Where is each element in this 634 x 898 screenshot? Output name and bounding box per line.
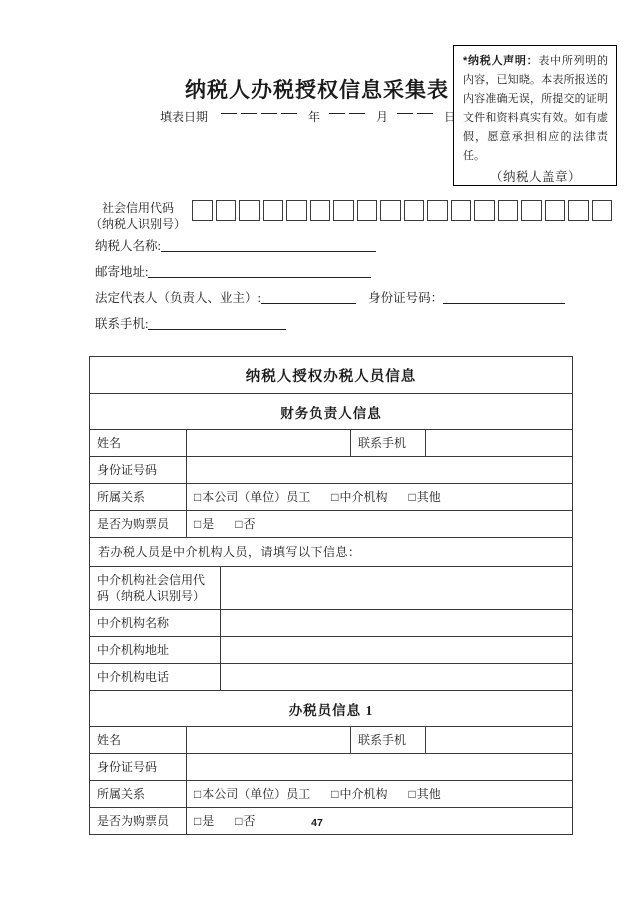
credit-code-box[interactable]	[310, 200, 331, 221]
clerk-mobile-value-cell[interactable]	[425, 727, 572, 753]
checkbox-icon: □	[331, 490, 339, 504]
cfo-mobile-label-cell: 联系手机	[350, 430, 425, 456]
cfo-relation-label-cell: 所属关系	[97, 490, 146, 504]
checkbox-icon: □	[331, 787, 339, 801]
taxpayer-name-input-line[interactable]	[161, 239, 376, 252]
table-main-header: 纳税人授权办税人员信息	[245, 369, 417, 385]
credit-code-box[interactable]	[357, 200, 378, 221]
credit-code-field	[86, 199, 612, 232]
credit-code-box[interactable]	[192, 200, 213, 221]
intermediary-address-label-cell: 中介机构地址	[97, 643, 170, 657]
option-label: 是	[202, 814, 215, 828]
date-blank-segment[interactable]	[281, 113, 297, 114]
legal-rep-input-line[interactable]	[261, 291, 356, 304]
checkbox-icon: □	[194, 517, 202, 531]
checkbox-icon: □	[194, 787, 202, 801]
option-label: 其他	[416, 490, 441, 504]
clerk-relation-option-agency[interactable]	[331, 787, 387, 801]
day-label: 日	[444, 110, 457, 124]
credit-code-box[interactable]	[333, 200, 354, 221]
checkbox-icon: □	[235, 814, 243, 828]
option-label: 否	[243, 517, 256, 531]
credit-code-box[interactable]	[498, 200, 519, 221]
credit-code-label	[86, 199, 190, 232]
intermediary-name-label-cell: 中介机构名称	[97, 616, 170, 630]
cfo-ticket-label-cell: 是否为购票员	[97, 517, 170, 531]
credit-code-box[interactable]	[451, 200, 472, 221]
taxpayer-declaration-box	[453, 45, 617, 186]
checkbox-icon: □	[408, 490, 416, 504]
clerk-name-row	[90, 726, 572, 753]
taxpayer-name-field	[95, 236, 376, 254]
credit-code-box[interactable]	[474, 200, 495, 221]
mobile-field	[95, 314, 286, 332]
credit-code-box[interactable]	[427, 200, 448, 221]
intermediary-address-value-cell[interactable]	[220, 637, 572, 663]
page-number: 47	[311, 817, 323, 829]
mail-address-label: 邮寄地址:	[95, 265, 149, 279]
option-label: 否	[243, 814, 256, 828]
option-label: 其他	[416, 787, 441, 801]
clerk-relation-label-cell: 所属关系	[97, 787, 146, 801]
id-number-input-line[interactable]	[443, 291, 565, 304]
clerk-relation-row	[90, 780, 572, 807]
checkbox-icon: □	[408, 787, 416, 801]
option-label: 本公司（单位）员工	[202, 787, 311, 801]
cfo-mobile-value-cell[interactable]	[425, 430, 572, 456]
credit-code-box[interactable]	[568, 200, 589, 221]
mobile-label: 联系手机:	[95, 317, 149, 331]
cfo-name-row	[90, 429, 572, 456]
clerk-id-value-cell[interactable]	[186, 754, 572, 780]
intermediary-note-row	[90, 537, 572, 566]
clerk-relation-options-cell	[186, 781, 572, 807]
mail-address-field	[95, 262, 371, 280]
checkbox-icon: □	[194, 814, 202, 828]
option-label: 是	[202, 517, 215, 531]
cfo-name-value-cell[interactable]	[186, 430, 350, 456]
intermediary-name-row	[90, 609, 572, 636]
option-label: 中介机构	[339, 787, 388, 801]
month-label: 月	[376, 110, 389, 124]
declaration-text	[463, 55, 608, 162]
credit-code-label-line2: （纳税人识别号）	[89, 217, 186, 231]
cfo-id-label-cell: 身份证号码	[97, 463, 158, 477]
option-label: 中介机构	[339, 490, 388, 504]
clerk-relation-option-company[interactable]	[194, 787, 310, 801]
date-blank-segment[interactable]	[329, 113, 345, 114]
cfo-relation-row	[90, 483, 572, 510]
cfo-ticket-option-yes[interactable]	[194, 517, 214, 531]
intermediary-name-value-cell[interactable]	[220, 610, 572, 636]
checkbox-icon: □	[194, 490, 202, 504]
clerk-id-label-cell: 身份证号码	[97, 760, 158, 774]
cfo-id-row	[90, 456, 572, 483]
fill-date-label: 填表日期	[160, 110, 209, 124]
intermediary-note: 若办税人员是中介机构人员，请填写以下信息：	[98, 545, 361, 559]
day-blank-group	[395, 110, 435, 124]
date-blank-segment[interactable]	[241, 113, 257, 114]
intermediary-address-row	[90, 636, 572, 663]
credit-code-label-line1: 社会信用代码	[101, 201, 174, 215]
date-blank-segment[interactable]	[221, 113, 237, 114]
year-label: 年	[308, 110, 321, 124]
cfo-name-label-cell: 姓名	[97, 436, 122, 450]
intermediary-phone-label-cell: 中介机构电话	[97, 670, 170, 684]
credit-code-box[interactable]	[380, 200, 401, 221]
mobile-input-line[interactable]	[148, 317, 286, 330]
clerk-name-value-cell[interactable]	[186, 727, 350, 753]
declaration-heading: *纳税人声明：	[463, 55, 539, 67]
date-blank-segment[interactable]	[417, 113, 433, 114]
intermediary-code-value-cell[interactable]	[220, 567, 572, 609]
cfo-relation-option-company[interactable]	[194, 490, 310, 504]
credit-code-box[interactable]	[239, 200, 260, 221]
legal-rep-label: 法定代表人（负责人、业主）:	[95, 291, 261, 305]
month-blank-group	[327, 110, 367, 124]
clerk-id-row	[90, 753, 572, 780]
clerk-section-header: 办税员信息 1	[90, 690, 572, 726]
clerk-ticket-label-cell: 是否为购票员	[97, 814, 170, 828]
credit-code-box[interactable]	[404, 200, 425, 221]
credit-code-box[interactable]	[545, 200, 566, 221]
cfo-relation-option-agency[interactable]	[331, 490, 387, 504]
clerk-name-label-cell: 姓名	[97, 733, 122, 747]
clerk-mobile-label-cell: 联系手机	[350, 727, 425, 753]
checkbox-icon: □	[235, 517, 243, 531]
cfo-ticket-row	[90, 510, 572, 537]
declaration-body: 表中所列明的内容，已知晓。本表所报送的内容准确无误，所提交的证明文件和资料真实有效。如有虚假，愿意承担相应的法律责任。	[463, 55, 609, 162]
credit-code-box[interactable]	[592, 200, 613, 221]
intermediary-phone-value-cell[interactable]	[220, 664, 572, 690]
credit-code-box[interactable]	[286, 200, 307, 221]
cfo-ticket-options-cell	[186, 511, 572, 537]
taxpayer-name-label: 纳税人名称:	[95, 239, 161, 253]
intermediary-phone-row	[90, 663, 572, 690]
legal-rep-field	[95, 288, 565, 306]
year-blank-group	[219, 110, 299, 124]
cfo-ticket-option-no[interactable]	[235, 517, 255, 531]
credit-code-box[interactable]	[263, 200, 284, 221]
intermediary-code-row	[90, 566, 572, 609]
fill-date-line	[160, 108, 460, 125]
credit-code-box[interactable]	[216, 200, 237, 221]
taxpayer-seal-label: （纳税人盖章）	[489, 170, 581, 185]
date-blank-segment[interactable]	[349, 113, 365, 114]
clerk-relation-option-other[interactable]	[409, 787, 441, 801]
cfo-relation-options-cell	[186, 484, 572, 510]
credit-code-boxes	[192, 200, 612, 232]
date-blank-segment[interactable]	[397, 113, 413, 114]
authorized-staff-table	[89, 356, 573, 835]
id-number-label: 身份证号码：	[368, 291, 444, 305]
cfo-id-value-cell[interactable]	[186, 457, 572, 483]
cfo-relation-option-other[interactable]	[409, 490, 441, 504]
credit-code-box[interactable]	[521, 200, 542, 221]
date-blank-segment[interactable]	[261, 113, 277, 114]
cfo-section-header: 财务负责人信息	[90, 393, 572, 429]
option-label: 本公司（单位）员工	[202, 490, 311, 504]
form-title: 纳税人办税授权信息采集表	[185, 78, 449, 102]
mail-address-input-line[interactable]	[148, 265, 371, 278]
intermediary-code-label-cell: 中介机构社会信用代码（纳税人识别号）	[97, 573, 206, 603]
